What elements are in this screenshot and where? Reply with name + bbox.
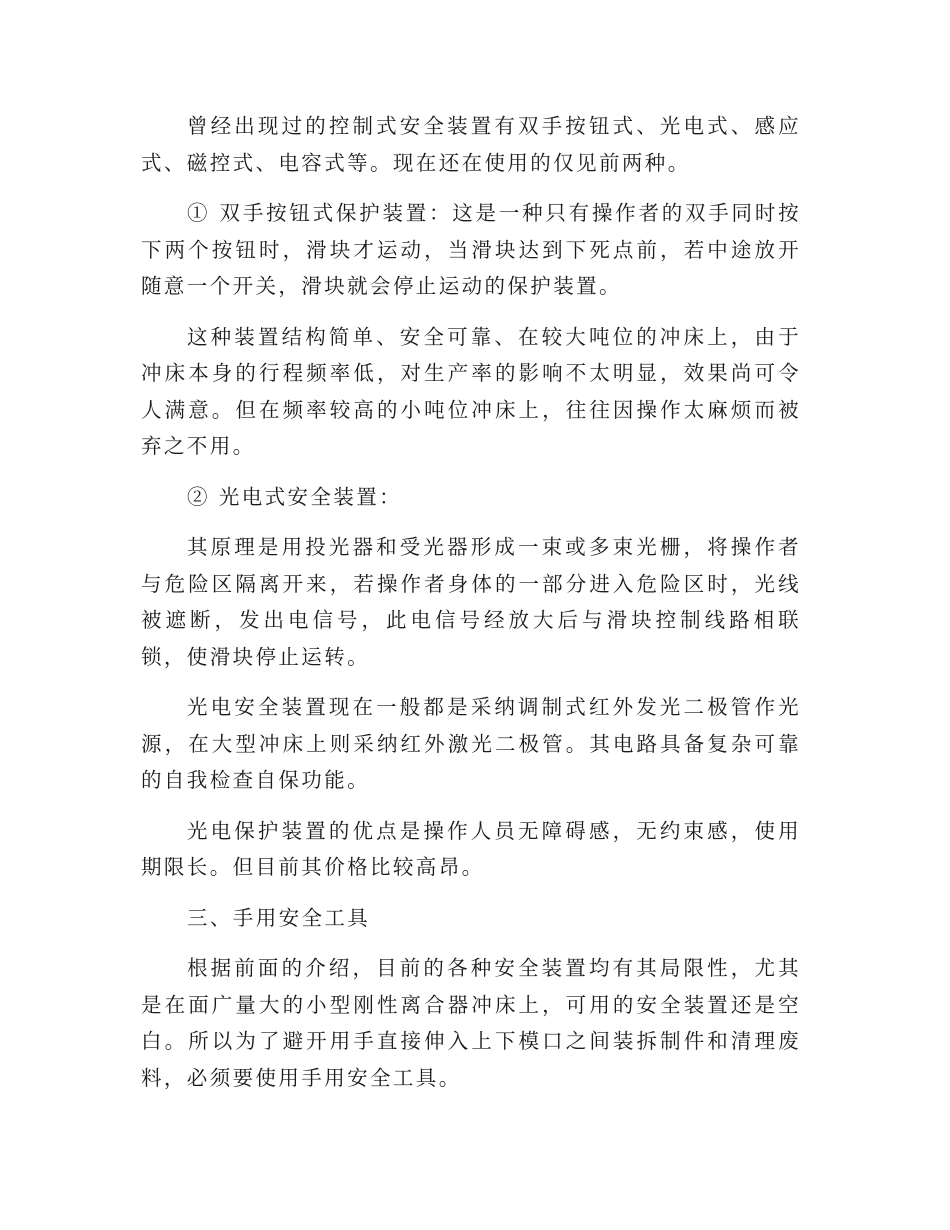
paragraph-photoelectric-advantages: 光电保护装置的优点是操作人员无障碍感，无约束感，使用期限长。但目前其价格比较高昂。 bbox=[141, 818, 801, 879]
paragraph-two-hand-evaluation: 这种装置结构简单、安全可靠、在较大吨位的冲床上，由于冲床本身的行程频率低，对生产率的影响不太明显，效果尚可令人满意。但在频率较高的小吨位冲床上，往往因操作太麻烦而被弃之不用。 bbox=[141, 324, 801, 458]
paragraph-photoelectric-principle: 其原理是用投光器和受光器形成一束或多束光栅，将操作者与危险区隔离开来，若操作者身体的一部分进入危险区时，光线被遮断，发出电信号，此电信号经放大后与滑块控制线路相联锁，使滑块停止运转。 bbox=[141, 535, 801, 669]
paragraph-hand-tools: 根据前面的介绍，目前的各种安全装置均有其局限性，尤其是在面广量大的小型刚性离合器冲床上，可用的安全装置还是空白。所以为了避开用手直接伸入上下模口之间装拆制件和清理废料，必须要使用手用安全工具。 bbox=[141, 956, 801, 1090]
section-heading-hand-tools: 三、手用安全工具 bbox=[187, 905, 371, 930]
paragraph-control-devices: 曾经出现过的控制式安全装置有双手按钮式、光电式、感应式、磁控式、电容式等。现在还在使用的仅见前两种。 bbox=[141, 114, 801, 175]
paragraph-photoelectric-source: 光电安全装置现在一般都是采纳调制式红外发光二极管作光源，在大型冲床上则采纳红外激光二极管。其电路具备复杂可靠的自我检查自保功能。 bbox=[141, 695, 801, 792]
paragraph-two-hand-button: ① 双手按钮式保护装置：这是一种只有操作者的双手同时按下两个按钮时，滑块才运动，当滑块达到下死点前，若中途放开随意一个开关，滑块就会停止运动的保护装置。 bbox=[141, 201, 801, 298]
paragraph-photoelectric-heading: ② 光电式安全装置： bbox=[187, 484, 403, 509]
document-body bbox=[141, 108, 801, 1110]
